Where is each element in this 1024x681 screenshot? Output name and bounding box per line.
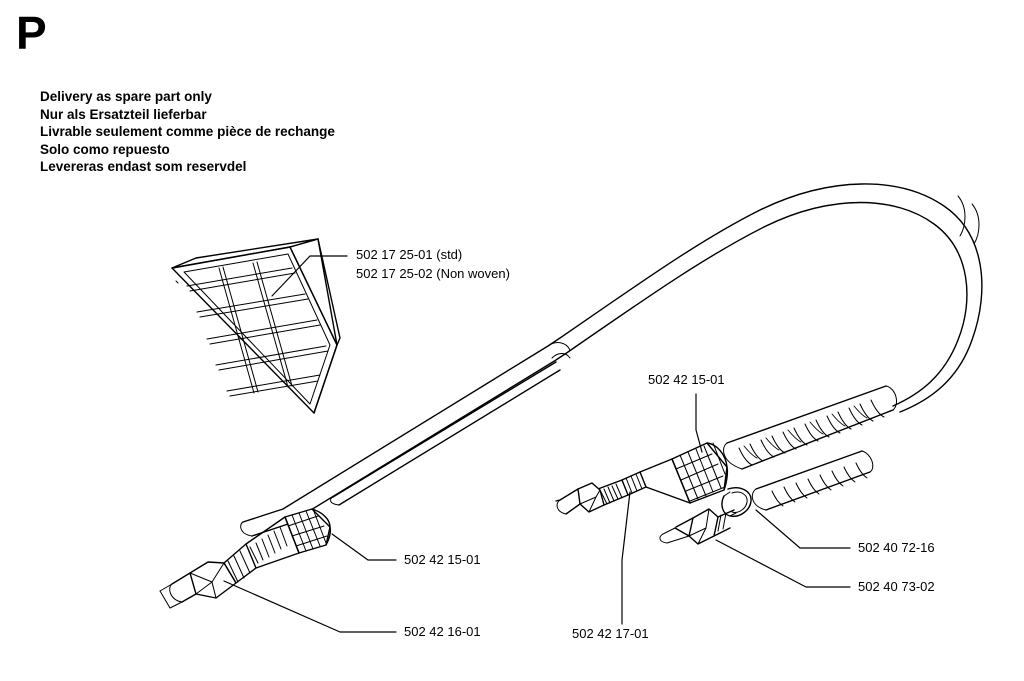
callout-filter-line2: 502 17 25-02 (Non woven) — [356, 266, 510, 281]
callout-fitting-right: 502 40 73-02 — [858, 579, 935, 594]
note-line-es: Solo como repuesto — [40, 141, 170, 157]
nipple-center-part — [556, 459, 690, 514]
knurled-grip-upper-part — [672, 443, 727, 503]
knurled-grip-lower-part — [285, 509, 330, 553]
callout-filter — [356, 245, 510, 283]
spare-part-note-block — [40, 88, 335, 176]
note-line-fr: Livrable seulement comme pièce de rechange — [40, 124, 335, 139]
leader-nipple-center — [622, 492, 630, 624]
fitting-right-part — [660, 509, 734, 544]
page-letter: P — [16, 7, 47, 59]
leader-fitting-right — [716, 540, 850, 587]
leader-nut-left — [224, 581, 396, 632]
leader-grip-lower — [332, 534, 396, 560]
note-line-sv: Levereras endast som reservdel — [40, 159, 247, 174]
callout-grip-lower: 502 42 15-01 — [404, 552, 481, 567]
note-line-de: Nur als Ersatzteil lieferbar — [40, 106, 207, 122]
note-line-en: Delivery as spare part only — [40, 89, 212, 104]
callout-grip-upper: 502 42 15-01 — [648, 372, 725, 387]
hose-clamp-part — [722, 488, 751, 517]
lower-sleeve-part — [752, 451, 873, 510]
callout-filter-line1: 502 17 25-01 (std) — [356, 247, 463, 262]
leader-grip-upper — [696, 394, 702, 452]
spring-sheath-part — [724, 386, 897, 469]
leader-clamp-right — [756, 510, 850, 548]
filter-cartridge-part — [172, 239, 340, 413]
leader-filter — [272, 256, 347, 296]
callout-clamp-right: 502 40 72-16 — [858, 540, 935, 555]
nut-left-part — [160, 517, 299, 608]
hose-assembly — [241, 184, 982, 536]
callout-nut-left: 502 42 16-01 — [404, 624, 481, 639]
callout-nipple-center: 502 42 17-01 — [572, 626, 649, 641]
